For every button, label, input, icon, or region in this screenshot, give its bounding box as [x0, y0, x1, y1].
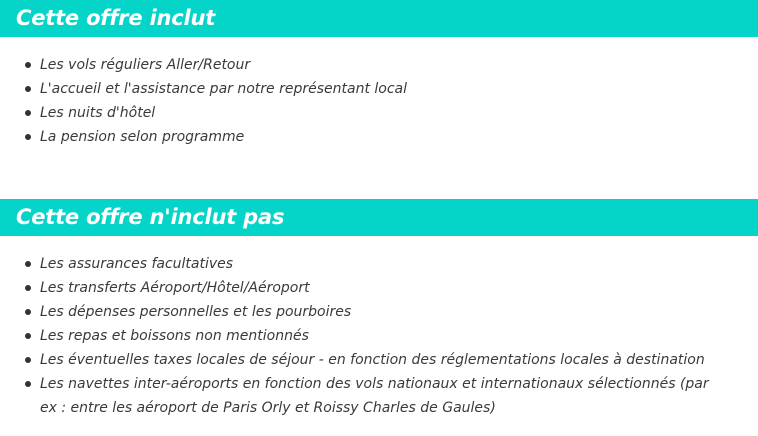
list-item: [24, 276, 758, 300]
bullet-icon: [25, 261, 31, 267]
bullet-icon: [25, 309, 31, 315]
list-item: [24, 300, 758, 324]
list-item-text: La pension selon programme: [40, 129, 245, 145]
list-item-text: Les dépenses personnelles et les pourboires: [40, 304, 352, 320]
bullet-icon: [25, 62, 31, 68]
list-item: [24, 101, 758, 125]
bullet-icon: [25, 285, 31, 291]
list-item-text: Les repas et boissons non mentionnés: [40, 328, 309, 344]
included-header: [0, 0, 758, 37]
included-title: Cette offre inclut: [16, 6, 216, 30]
excluded-list: [0, 252, 758, 420]
list-item: [24, 252, 758, 276]
list-item: [24, 348, 758, 372]
list-item-text: Les vols réguliers Aller/Retour: [40, 57, 251, 73]
list-item: [24, 77, 758, 101]
list-item: [24, 324, 758, 348]
excluded-header: [0, 199, 758, 236]
list-item-text: Les navettes inter-aéroports en fonction des vols nationaux et internationaux sélectionnés (par ex : entre les aéroport de Paris Orly et Roissy Charles de Gaules): [40, 376, 709, 416]
list-item: [24, 125, 758, 149]
bullet-icon: [25, 110, 31, 116]
bullet-icon: [25, 333, 31, 339]
bullet-icon: [25, 134, 31, 140]
bullet-icon: [25, 381, 31, 387]
list-item: [24, 53, 758, 77]
list-item: [24, 372, 758, 420]
bullet-icon: [25, 86, 31, 92]
list-item-text: L'accueil et l'assistance par notre représentant local: [40, 81, 408, 97]
list-item-text: Les éventuelles taxes locales de séjour - en fonction des réglementations locales à destination: [40, 352, 705, 368]
excluded-title: Cette offre n'inclut pas: [16, 205, 285, 229]
excluded-section: [0, 199, 758, 420]
list-item-text: Les nuits d'hôtel: [40, 105, 156, 121]
included-list: [0, 53, 758, 149]
included-section: [0, 0, 758, 149]
list-item-text: Les assurances facultatives: [40, 256, 234, 272]
bullet-icon: [25, 357, 31, 363]
list-item-text: Les transferts Aéroport/Hôtel/Aéroport: [40, 280, 310, 296]
